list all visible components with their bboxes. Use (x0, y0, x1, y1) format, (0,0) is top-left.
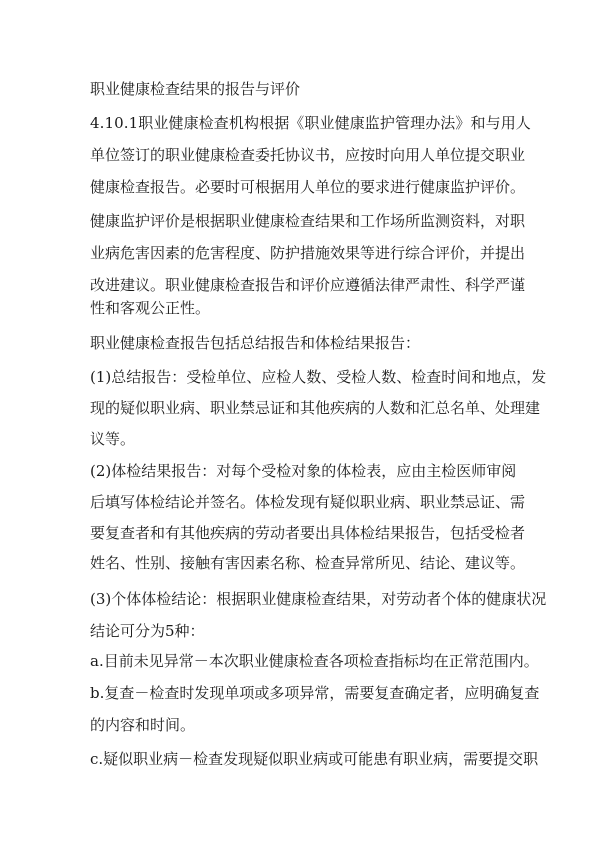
paragraph-line: (1)总结报告：受检单位、应检人数、受检人数、检查时间和地点，发 (90, 368, 547, 386)
paragraph-line: b.复查－检查时发现单项或多项异常，需要复查确定者，应明确复查 (90, 684, 540, 702)
paragraph-line: (2)体检结果报告：对每个受检对象的体检表，应由主检医师审阅 (90, 462, 517, 480)
paragraph-line: 后填写体检结论并签名。体检发现有疑似职业病、职业禁忌证、需 (90, 493, 526, 511)
paragraph-line: 性和客观公正性。 (90, 299, 211, 317)
paragraph-line: 要复查者和有其他疾病的劳动者要出具体检结果报告，包括受检者 (90, 524, 526, 542)
paragraph-line: 议等。 (90, 430, 136, 448)
paragraph-line: 的内容和时间。 (90, 716, 196, 734)
paragraph-line: 现的疑似职业病、职业禁忌证和其他疾病的人数和汇总名单、处理建 (90, 399, 541, 417)
paragraph-line: 单位签订的职业健康检查委托协议书，应按时向用人单位提交职业 (90, 146, 526, 164)
paragraph-line: 改进建议。职业健康检查报告和评价应遵循法律严肃性、科学严谨 (90, 276, 526, 294)
paragraph-line: 业病危害因素的危害程度、防护措施效果等进行综合评价，并提出 (90, 244, 526, 262)
paragraph-line: 4.10.1职业健康检查机构根据《职业健康监护管理办法》和与用人 (90, 114, 531, 132)
paragraph-line: 结论可分为5种： (90, 622, 205, 640)
paragraph-line: 姓名、性别、接触有害因素名称、检查异常所见、结论、建议等。 (90, 554, 526, 572)
paragraph-line: 职业健康检查报告包括总结报告和体检结果报告： (90, 334, 421, 352)
paragraph-line: c.疑似职业病－检查发现疑似职业病或可能患有职业病，需要提交职 (90, 750, 539, 768)
paragraph-line: (3)个体体检结论：根据职业健康检查结果，对劳动者个体的健康状况 (90, 590, 547, 608)
paragraph-line: 健康检查报告。必要时可根据用人单位的要求进行健康监护评价。 (90, 178, 526, 196)
document-title: 职业健康检查结果的报告与评价 (90, 80, 301, 98)
paragraph-line: a.目前未见异常－本次职业健康检查各项检查指标均在正常范围内。 (90, 652, 539, 670)
paragraph-line: 健康监护评价是根据职业健康检查结果和工作场所监测资料，对职 (90, 212, 526, 230)
